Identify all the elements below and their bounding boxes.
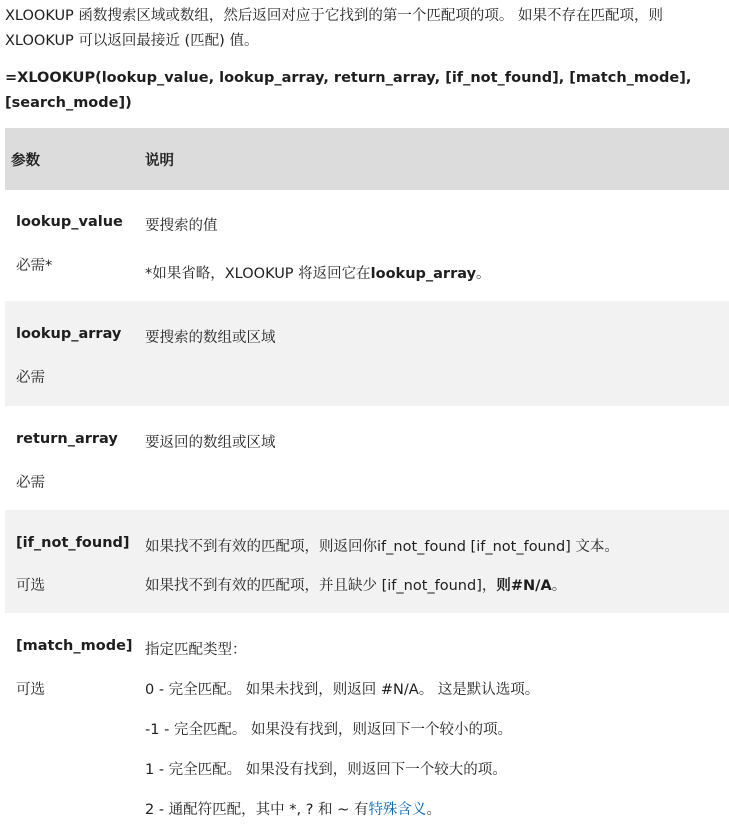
table-header	[5, 128, 729, 190]
note-bold: 则#N/A	[496, 578, 552, 594]
table-row	[5, 301, 729, 406]
syntax-formula	[5, 66, 725, 116]
argument-note	[145, 262, 491, 283]
syntax-line-1: =XLOOKUP(lookup_value, lookup_array, return_array, [if_not_found], [match_mode],	[5, 70, 692, 86]
note-suffix: 。	[551, 578, 567, 594]
table-row	[5, 406, 729, 510]
intro-paragraph	[5, 4, 725, 54]
special-meaning-link[interactable]: 特殊含义	[368, 802, 427, 818]
table-row	[5, 190, 729, 301]
note-suffix: 。	[476, 266, 491, 282]
intro-line-1: XLOOKUP 函数搜索区域或数组，然后返回对应于它找到的第一个匹配项的项。 如果不存在匹配项，则	[5, 8, 664, 24]
argument-description: 要搜索的数组或区域	[145, 330, 276, 346]
syntax-line-2: [search_mode])	[5, 95, 132, 111]
argument-name: lookup_array	[16, 326, 122, 342]
argument-description: 如果找不到有效的匹配项，则返回你if_not_found [if_not_found] 文本。	[145, 539, 619, 555]
argument-requirement: 可选	[16, 682, 45, 698]
table-row	[5, 613, 729, 833]
argument-requirement: 必需*	[16, 258, 53, 274]
match-option-2-suffix: 。	[426, 802, 441, 818]
argument-description: 指定匹配类型：	[145, 642, 247, 658]
table-row	[5, 510, 729, 613]
intro-line-2: XLOOKUP 可以返回最接近 (匹配) 值。	[5, 33, 259, 49]
note-text: *如果省略，XLOOKUP 将返回它在	[145, 266, 371, 282]
argument-description: 要搜索的值	[145, 218, 218, 234]
header-description: 说明	[145, 152, 174, 169]
argument-requirement: 必需	[16, 475, 45, 491]
match-option-minus1: -1 - 完全匹配。 如果没有找到，则返回下一个较小的项。	[145, 722, 513, 738]
header-argument: 参数	[11, 152, 40, 169]
match-option-0: 0 - 完全匹配。 如果未找到，则返回 #N/A。 这是默认选项。	[145, 682, 540, 698]
argument-name: [match_mode]	[16, 638, 133, 654]
match-option-2	[145, 798, 441, 819]
argument-name: return_array	[16, 431, 118, 447]
match-option-1: 1 - 完全匹配。 如果没有找到，则返回下一个较大的项。	[145, 762, 507, 778]
argument-name: lookup_value	[16, 214, 123, 230]
argument-requirement: 必需	[16, 370, 45, 386]
argument-name: [if_not_found]	[16, 535, 130, 551]
arguments-table	[5, 128, 729, 833]
argument-description: 要返回的数组或区域	[145, 435, 276, 451]
argument-requirement: 可选	[16, 578, 45, 594]
note-bold: lookup_array	[370, 266, 477, 282]
argument-note	[145, 574, 566, 595]
note-text: 如果找不到有效的匹配项，并且缺少 [if_not_found]，	[145, 578, 497, 594]
match-option-2-text: 2 - 通配符匹配，其中 *, ? 和 ~ 有	[145, 802, 369, 818]
